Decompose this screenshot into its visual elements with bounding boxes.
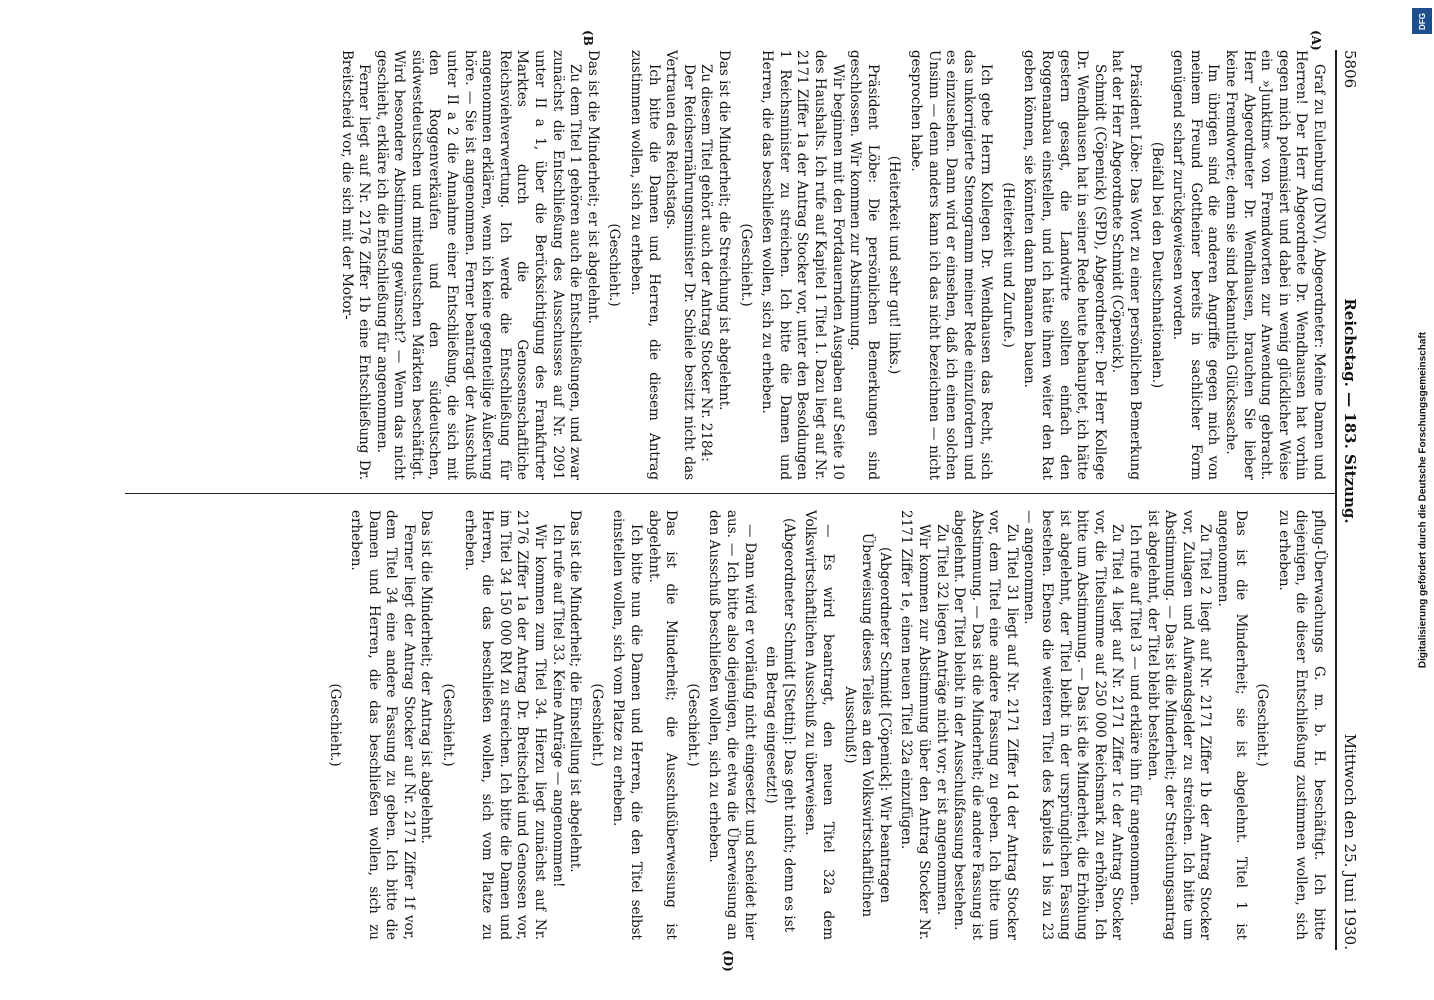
paragraph: Wir kommen zum Titel 34. Hierzu liegt zunächst auf Nr. 2176 Ziffer 1a der Antrag Dr. Breitscheid und Genossen vor, im Titel 34 150 000 RM zu streichen. Ich bitte die Damen und Herren, die das beschließen wollen, sich vom Platze zu erheben. (461, 510, 549, 940)
paragraph: Ferner liegt auf Nr. 2176 Ziffer 1b eine Entschließung Dr. Breitscheid vor, die sich mit der Motor- (338, 50, 373, 480)
interjection: (Geschieht.) (737, 223, 754, 307)
paragraph: Das ist die Minderheit; die Einstellung ist abgelehnt. (567, 510, 584, 873)
paragraph: Das ist die Minderheit; der Antrag ist abgelehnt. (418, 510, 435, 844)
margin-mark-a: (A) (1309, 30, 1323, 51)
paragraph: Ich rufe auf Titel 3 — und erkläre ihn für angenommen. (1127, 524, 1144, 906)
dfg-logo-text: DFG (1417, 12, 1427, 30)
paragraph: Zu Titel 4 liegt auf Nr. 2171 Ziffer 1c der Antrag Stocker vor, die Titelsumme auf 250 000 Reichsmark zu erhöhen. Ich bitte um Abstimmung. — Das ist die Minderheit, die Erhöhung ist abgelehnt, der Titel bleibt in der ursprünglichen Fassung bestehen. Ebenso die weiteren Titel des Kapitels 1 bis zu 23 — angenommen. (1021, 510, 1126, 940)
paragraph: Der Reichsernährungsminister Dr. Schiele besitzt nicht das Vertrauen des Reichstags. (663, 50, 697, 480)
dfg-logo-icon (1412, 8, 1432, 34)
header-session: Reichstag. — 183. Sitzung. (1341, 298, 1359, 524)
paragraph: Zu Titel 2 liegt auf Nr. 2171 Ziffer 1b der Antrag Stocker vor, Zulagen und Aufwandsgelder zu streichen. Ich bitte um Abstimmung. — Das ist die Minderheit; der Streichungsantrag ist abgelehnt, der Titel bleibt bestehen. (1144, 510, 1214, 940)
paragraph: — Dann wird er vorläufig nicht eingesetzt und scheidet hier aus. — Ich bitte also diejenigen, die etwa die Überweisung an den Ausschuß beschließen wollen, sich zu erheben. (706, 510, 758, 940)
header-date: Mittwoch den 25. Juni 1930. (1341, 733, 1359, 950)
paragraph: Das ist die Minderheit; die Ausschußüberweisung ist abgelehnt. (645, 510, 680, 940)
right-column (321, 510, 1327, 940)
left-column (337, 50, 1327, 480)
interjection: (Beifall bei den Deutschnationalen.) (1148, 141, 1165, 389)
paragraph: Im übrigen sind die anderen Angriffe gegen mich von meinem Freund Gottheiner bereits in sachlicher Form genügend scharf zurückgewiesen worden. (1170, 50, 1222, 480)
paragraph: Ferner liegt der Antrag Stocker auf Nr. 2171 Ziffer 1f vor, dem Titel 34 eine andere Fassung zu geben. Ich bitte die Damen und Herren, die das beschließen wollen, sich zu erheben. (348, 510, 417, 940)
paragraph: Zu Titel 32 liegen Anträge nicht vor; er ist angenommen. (933, 524, 950, 916)
paragraph: Das ist die Minderheit; die Streichung ist abgelehnt. (716, 50, 732, 411)
interjection: (Geschieht.) (606, 223, 623, 307)
page-header (1335, 50, 1375, 950)
paragraph: Graf zu Eulenburg (DNV), Abgeordneter: Meine Damen und Herren! Der Herr Abgeordnete Dr. Wendhausen hat vorhin gegen mich polemisiert und dabei in wenig glücklicher Weise ein »Junktim« von Fremdworten zur Anwendung gebracht. Herr Abgeordneter Dr. Wendhausen, brauchen Sie lieber keine Fremdworte; denn sie sind bekanntlich Glückssache. (1223, 50, 1327, 480)
margin-mark-b: (B (581, 30, 595, 46)
funding-sidebar (1412, 0, 1434, 1000)
interjection: (Abgeordneter Schmidt [Stettin]: Das geht nicht; denn es ist ein Betrag eingesetzt!) (763, 517, 797, 933)
interjection: (Heiterkeit und sehr gut! links.) (886, 155, 903, 375)
paragraph: Das ist die Minderheit; sie ist abgelehnt. Titel 1 ist angenommen. (1215, 510, 1249, 940)
margin-mark-d: (D) (721, 950, 735, 972)
interjection: (Geschieht.) (588, 683, 605, 767)
paragraph: Wir kommen zur Abstimmung über den Antrag Stocker Nr. 2171 Ziffer 1e, einen neuen Titel 32a einzufügen. (898, 510, 932, 940)
rotated-page-content (115, 30, 1375, 970)
column-divider (125, 493, 1335, 494)
interjection: (Heiterkeit und Zurufe.) (999, 182, 1016, 348)
scanned-page (70, 20, 1420, 980)
interjection: (Geschieht.) (1254, 683, 1271, 767)
paragraph: Schmidt (Cöpenick) (SPD), Abgeordneter: Der Herr Kollege Dr. Wendhausen hat in seiner Rede heute behauptet, ich hätte gestern gesagt, die Landwirte sollten einfach den Roggenanbau einstellen, und ich hätte ihnen weiter den Rat geben können, sie könnten dann Bananen bauen. (1021, 50, 1108, 480)
paragraph: Ich rufe auf Titel 33. Keine Anträge — angenommen! (549, 524, 566, 888)
page-number: 5806 (1341, 50, 1359, 89)
interjection: (Geschieht.) (684, 683, 701, 767)
interjection: (Abgeordneter Schmidt [Cöpenick]: Wir beantragen Überweisung dieses Teiles an den Volkswirtschaftlichen Ausschuß!) (841, 532, 893, 918)
paragraph: Zu dem Titel 1 gehören auch die Entschließungen, und zwar zunächst die Entschließung des Ausschusses auf Nr. 2091 unter II a 1, über die Berücksichtigung des Frankfurter Marktes durch die Genossenschaftliche Reichsviehverwertung. Ich werde die Entschließung für angenommen erklären, wenn ich keine gegenteilige Äußerung höre. — Sie ist angenommen. Ferner beantragt der Ausschuß unter II a 2 die Annahme einer Entschließung, die sich mit den Roggenverkäufen und den süddeutschen, südwestdeutschen und mitteldeutschen Märkten beschäftigt. Wird besondere Abstimmung gewünscht? — Wenn das nicht geschieht, erkläre ich die Entschließung für angenommen. (373, 50, 584, 480)
paragraph: Ich bitte die Damen und Herren, die diesem Antrag zustimmen wollen, sich zu erheben. (628, 50, 662, 480)
paragraph: Ich bitte nun die Damen und Herren, die den Titel selbst einstellen wollen, sich vom Platze zu erheben. (610, 510, 645, 940)
paragraph: Ich gebe Herrn Kollegen Dr. Wendhausen das Recht, sich das unkorrigierte Stenogramm meiner Rede einzufordern und es einzusehen. Dann wird er einsehen, daß ich einen solchen Unsinn — denn anders kann ich das nicht bezeichnen — nicht gesprochen habe. (907, 50, 995, 480)
funding-note: Digitalisierung gefördert durch die Deutsche Forschungsgemeinschaft (1417, 331, 1429, 669)
paragraph: Zu diesem Titel gehört auch der Antrag Stocker Nr. 2184: (698, 64, 715, 462)
paragraph: Zu Titel 31 liegt auf Nr. 2171 Ziffer 1d der Antrag Stocker vor, dem Titel eine andere Fassung zu geben. Ich bitte um Abstimmung. — Das ist die Minderheit; die andere Fassung ist abgelehnt. Der Titel bleibt in der Ausschußfassung bestehen. (951, 510, 1020, 940)
paragraph: — Es wird beantragt, den neuen Titel 32a dem Volkswirtschaftlichen Ausschuß zu überweisen. (802, 510, 836, 940)
paragraph: Wir beginnen mit den Fortdauernden Ausgaben auf Seite 10 des Haushalts. Ich rufe auf Kapitel 1 Titel 1. Dazu liegt auf Nr. 2171 Ziffer 1a der Antrag Stocker vor, unter den Besoldungen 1 Reichsminister zu streichen. Ich bitte die Damen und Herren, die das beschließen wollen, sich zu erheben. (759, 50, 846, 480)
paragraph: Präsident Löbe: Das Wort zu einer persönlichen Bemerkung hat der Herr Abgeordnete Schmidt (Cöpenick). (1109, 50, 1144, 480)
interjection: (Geschieht.) (326, 683, 343, 767)
interjection: (Geschieht.) (440, 683, 457, 767)
paragraph: Präsident Löbe: Die persönlichen Bemerkungen sind geschlossen. Wir kommen zur Abstimmung. (847, 50, 881, 480)
paragraph: Das ist die Minderheit; er ist abgelehnt. (584, 50, 601, 324)
paragraph: pflug-Überwachungs G. m. b. H. beschäftigt. Ich bitte diejenigen, die dieser Entschließung zustimmen wollen, sich zu erheben. (1275, 510, 1327, 940)
